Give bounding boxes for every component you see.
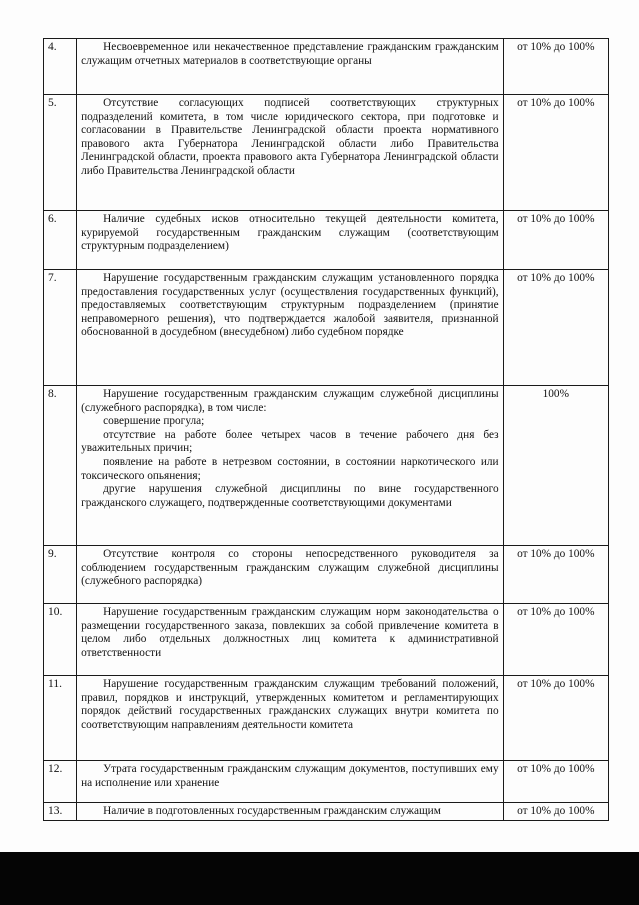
table-row (44, 386, 609, 546)
row-number: 11. (44, 676, 77, 761)
description-text: Нарушение государственным гражданским служащим установленного порядка предоставления государственных услуг (осуществления государственных функций), предоставляемых соответствующим структурным подразделением (принятие неправомерного решения), что подтверждается жалобой заявителя, признанной обоснованной в досудебном (внесудебном) либо судебном порядке (81, 272, 499, 339)
row-number: 9. (44, 546, 77, 604)
row-number: 13. (44, 803, 77, 821)
row-description (77, 546, 504, 604)
row-percentage: от 10% до 100% (503, 761, 608, 803)
table-row (44, 546, 609, 604)
description-text: Отсутствие согласующих подписей соответствующих структурных подразделений комитета, в том числе юридического сектора, при подготовке и согласовании в Правительстве Ленинградской области проекта нормативного правового акта Губернатора Ленинградской области либо Правительства Ленинградской области, проекта правового акта Губернатора Ленинградской области либо Правительства Ленинградской области (81, 97, 499, 177)
row-description (77, 604, 504, 676)
row-description (77, 95, 504, 211)
subitem-text: отсутствие на работе более четырех часов в течение рабочего дня без уважительных причин; (81, 428, 499, 455)
row-percentage: 100% (503, 386, 608, 546)
row-number: 6. (44, 211, 77, 270)
description-text: Отсутствие контроля со стороны непосредственного руководителя за соблюдением государственным гражданским служащим служебной дисциплины (служебного распорядка) (81, 548, 499, 588)
table-row (44, 95, 609, 211)
table-row (44, 604, 609, 676)
row-percentage: от 10% до 100% (503, 604, 608, 676)
subitem-text: другие нарушения служебной дисциплины по вине государственного гражданского служащего, подтвержденные соответствующими документами (81, 483, 499, 509)
row-number: 8. (44, 386, 77, 546)
row-percentage: от 10% до 100% (503, 95, 608, 211)
subitem-text: совершение прогула; (103, 415, 205, 428)
row-number: 12. (44, 761, 77, 803)
description-text: Несвоевременное или некачественное представление гражданским гражданским служащим отчетных материалов в соответствующие органы (81, 41, 499, 67)
row-number: 10. (44, 604, 77, 676)
description-text: Наличие судебных исков относительно текущей деятельности комитета, курируемой государственным гражданским служащим (соответствующим структурным подразделением) (81, 213, 499, 253)
row-number: 5. (44, 95, 77, 211)
row-description (77, 39, 504, 95)
table-row (44, 270, 609, 386)
row-percentage: от 10% до 100% (503, 211, 608, 270)
description-text: Нарушение государственным гражданским служащим служебной дисциплины (служебного распорядка), в том числе: (81, 388, 499, 414)
table-row (44, 761, 609, 803)
table-row (44, 803, 609, 821)
table-row (44, 211, 609, 270)
penalty-table (43, 38, 609, 821)
row-number: 7. (44, 270, 77, 386)
row-percentage: от 10% до 100% (503, 803, 608, 821)
row-number: 4. (44, 39, 77, 95)
scan-bottom-edge (0, 852, 639, 905)
description-text: Нарушение государственным гражданским служащим норм законодательства о размещении государственного заказа, повлекших за собой привлечение комитета в целом либо отдельных должностных лиц комитета к административной ответственности (81, 606, 499, 659)
description-text: Нарушение государственным гражданским служащим требований положений, правил, порядков и инструкций, утвержденных комитетом и регламентирующих порядок действий государственных гражданских служащих внутри комитета по соответствующим направлениям деятельности комитета (81, 678, 499, 731)
row-description (77, 270, 504, 386)
description-text: Наличие в подготовленных государственным гражданским служащим (103, 805, 441, 817)
row-description (77, 211, 504, 270)
table-row (44, 676, 609, 761)
row-percentage: от 10% до 100% (503, 39, 608, 95)
row-description (77, 761, 504, 803)
table-row (44, 39, 609, 95)
row-percentage: от 10% до 100% (503, 546, 608, 604)
row-percentage: от 10% до 100% (503, 676, 608, 761)
row-description (77, 803, 504, 821)
row-percentage: от 10% до 100% (503, 270, 608, 386)
row-description (77, 386, 504, 546)
row-description (77, 676, 504, 761)
subitem-text: появление на работе в нетрезвом состоянии, в состоянии наркотического или токсического опьянения; (81, 455, 499, 482)
description-text: Утрата государственным гражданским служащим документов, поступивших ему на исполнение или хранение (81, 763, 499, 789)
